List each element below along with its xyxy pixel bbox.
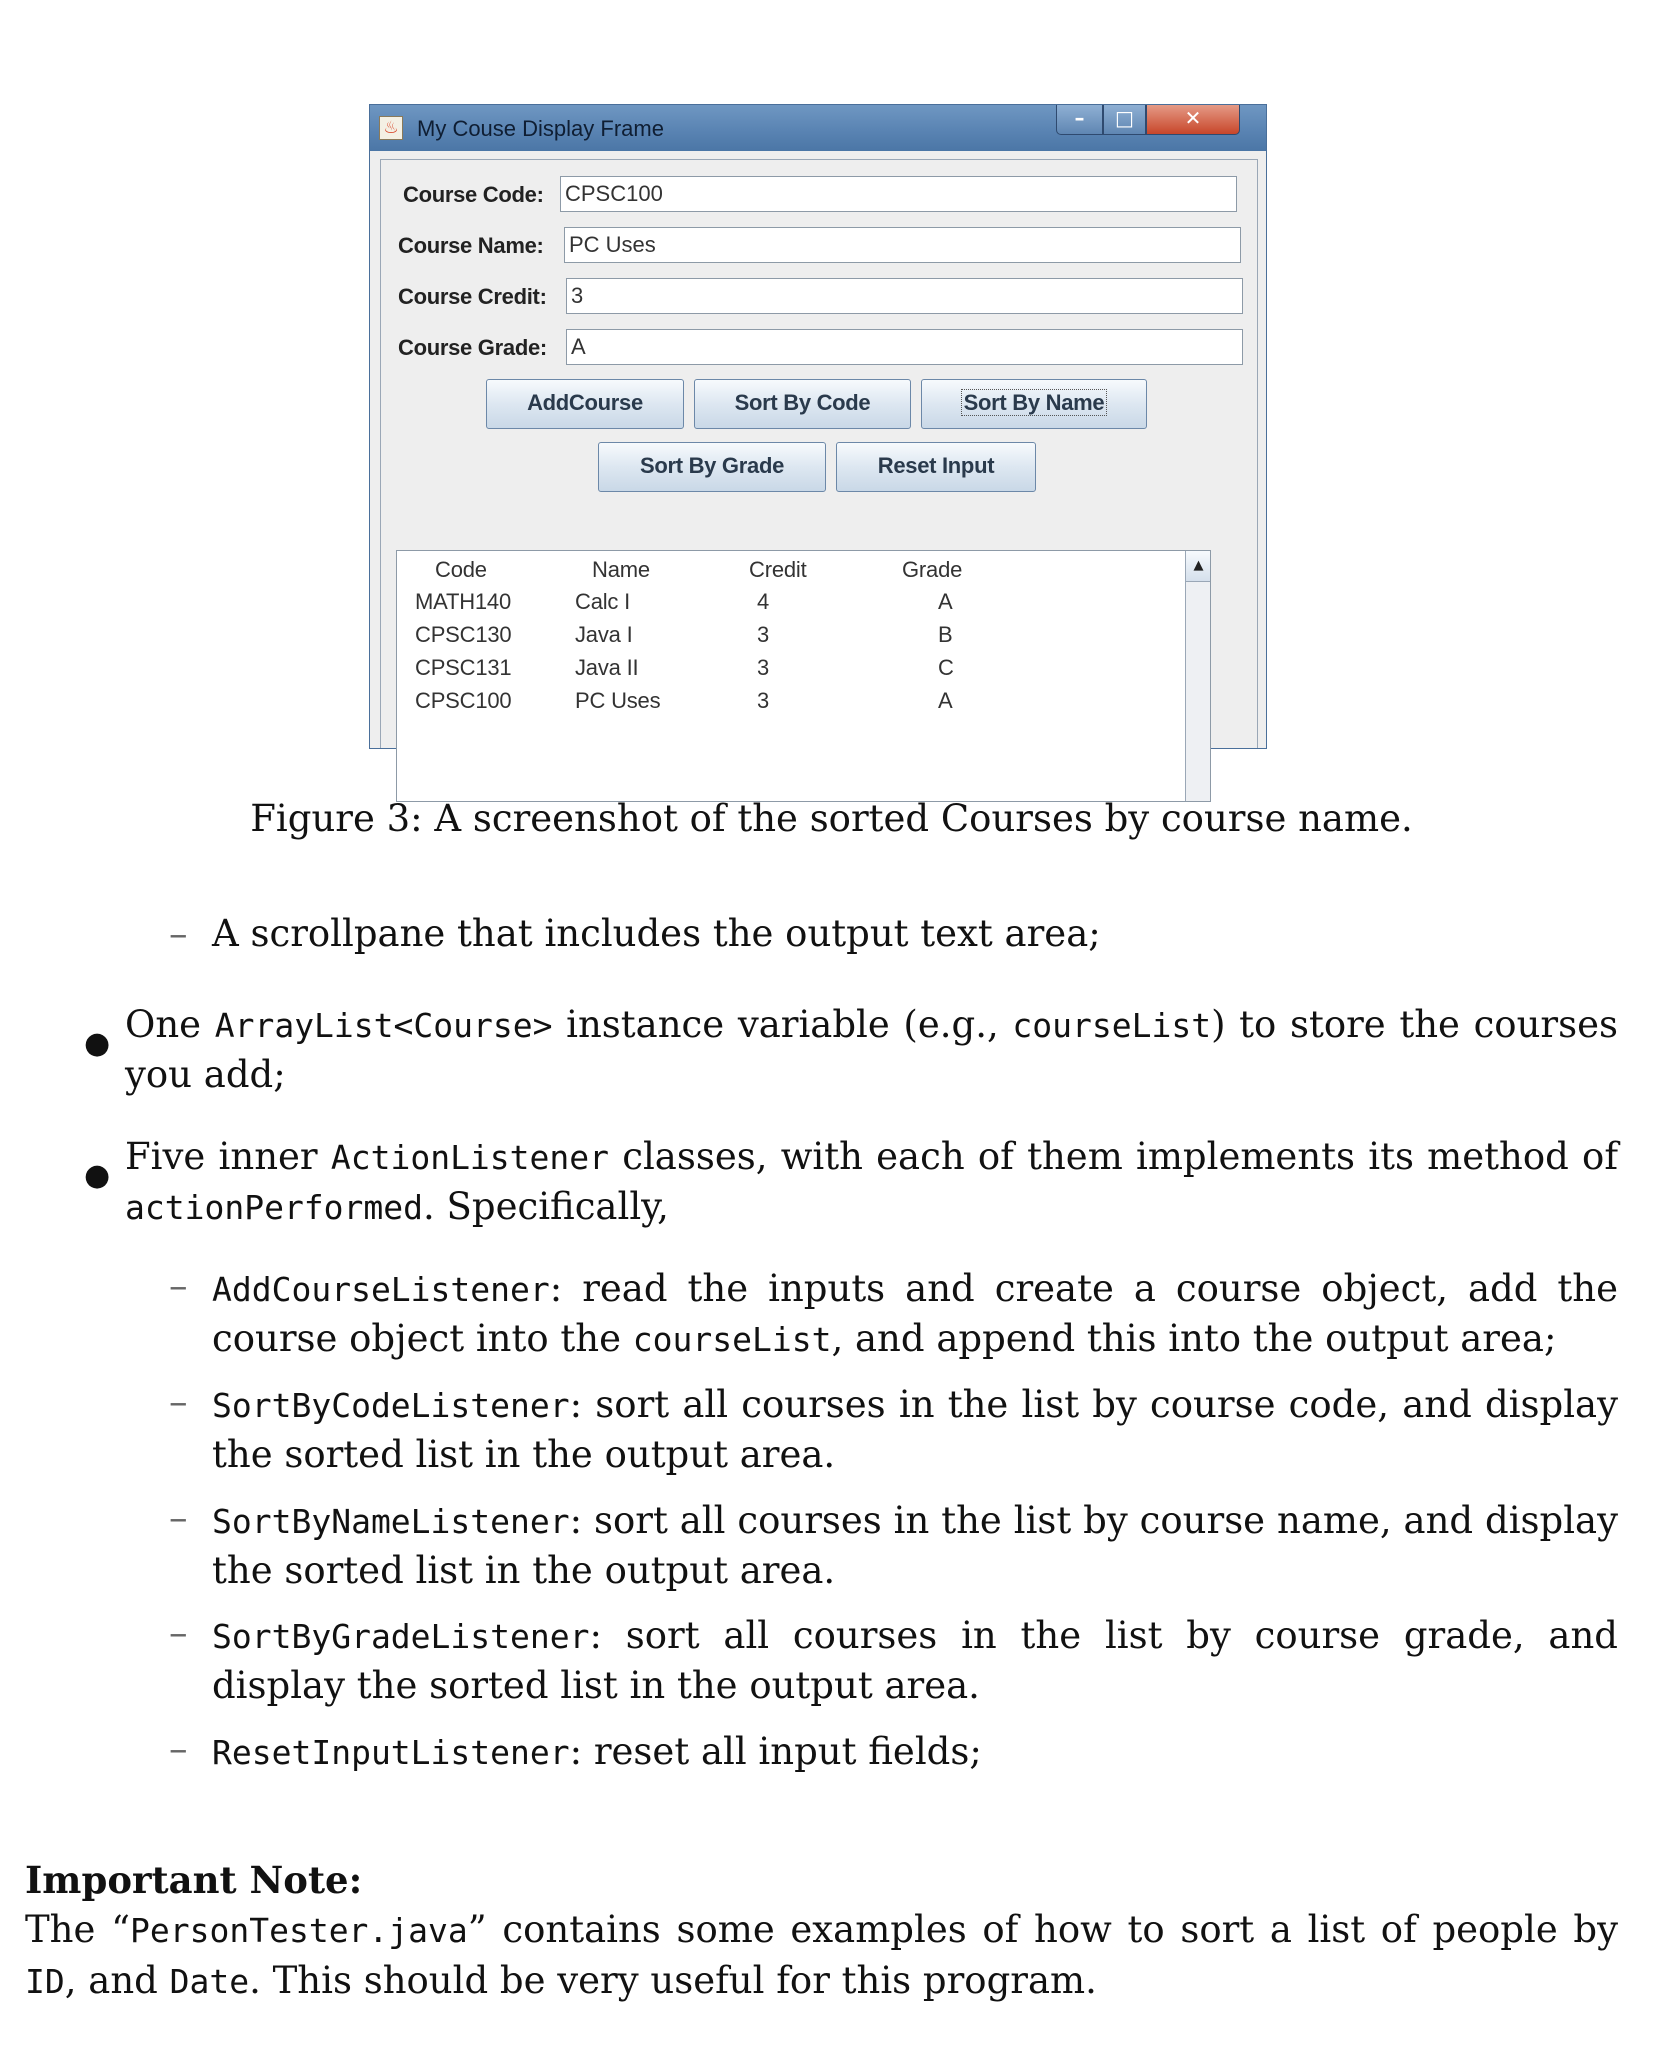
bullet-marker: ● [84, 1158, 111, 1193]
row-grade: A [938, 688, 953, 713]
text-span: : reset all input fields; [569, 1730, 982, 1773]
course-name-label: Course Name: [398, 233, 544, 258]
code-span: SortByNameListener [212, 1502, 570, 1541]
row-grade: C [938, 655, 954, 680]
text-span: . Specifically, [423, 1185, 669, 1228]
sort-by-name-button[interactable] [921, 379, 1147, 429]
header-code: Code [435, 557, 487, 582]
reset-input-button[interactable] [836, 442, 1036, 492]
row-credit: 3 [757, 622, 770, 647]
dash-marker: – [169, 1727, 188, 1770]
code-span: SortByGradeListener [212, 1617, 590, 1656]
text-span: One [125, 1003, 215, 1046]
code-span: courseList [632, 1320, 832, 1359]
text-span: instance variable (e.g., [552, 1003, 1013, 1046]
sort-by-code-button[interactable] [694, 379, 911, 429]
dash-marker: – [169, 1611, 188, 1654]
title-bar[interactable] [370, 105, 1266, 151]
row-name: PC Uses [575, 688, 661, 713]
row-grade: A [938, 589, 953, 614]
minimize-icon: – [1074, 106, 1085, 130]
code-span: PersonTester.java [130, 1911, 468, 1950]
text-span: classes, with each of them implements its method of [609, 1135, 1619, 1178]
row-code: CPSC100 [415, 688, 512, 713]
row-code: CPSC130 [415, 622, 512, 647]
close-icon: ✕ [1184, 106, 1202, 130]
text-span: . This should be very useful for this program. [249, 1959, 1097, 2002]
course-code-label: Course Code: [403, 182, 544, 207]
code-span: actionPerformed [125, 1188, 424, 1227]
dash-marker: – [169, 912, 188, 955]
row-credit: 3 [757, 655, 770, 680]
sort-by-code-button-label: Sort By Code [734, 390, 871, 415]
text-span: : sort all courses in the list by course grade, and display the sorted list in the output area. [212, 1614, 1618, 1707]
important-note-heading: Important Note: [25, 1858, 363, 1902]
minimize-button[interactable] [1056, 105, 1103, 135]
text-span: Five inner [125, 1135, 331, 1178]
sort-by-name-button-label: Sort By Name [961, 389, 1108, 416]
course-name-input[interactable]: PC Uses [564, 227, 1241, 263]
row-code: MATH140 [415, 589, 511, 614]
course-code-input[interactable]: CPSC100 [560, 176, 1237, 212]
scroll-up-button[interactable] [1186, 551, 1211, 582]
paragraph-arraylist [125, 1000, 1618, 1099]
text-span: The “ [25, 1908, 131, 1951]
output-scrollpane[interactable] [396, 550, 1211, 802]
code-span: SortByCodeListener [212, 1386, 570, 1425]
vertical-scrollbar[interactable] [1185, 551, 1211, 802]
figure-caption: Figure 3: A screenshot of the sorted Courses by course name. [250, 797, 1413, 840]
bullet-marker: ● [84, 1026, 111, 1061]
code-span: Date [169, 1962, 250, 2001]
course-display-window [369, 104, 1267, 749]
row-name: Java II [575, 655, 639, 680]
row-grade: B [938, 622, 953, 647]
add-course-button[interactable] [486, 379, 684, 429]
add-course-button-label: AddCourse [527, 390, 643, 415]
code-span: courseList [1012, 1006, 1212, 1045]
header-name: Name [592, 557, 650, 582]
row-name: Calc I [575, 589, 631, 614]
header-credit: Credit [749, 557, 807, 582]
text-span: : sort all courses in the list by course name, and display the sorted list in the output area. [212, 1499, 1618, 1592]
maximize-button[interactable] [1103, 105, 1146, 135]
course-credit-label: Course Credit: [398, 284, 547, 309]
paragraph-actionlistener [125, 1132, 1618, 1232]
row-name: Java I [575, 622, 633, 647]
code-span: ResetInputListener [212, 1733, 570, 1772]
sort-by-grade-listener-item [212, 1611, 1618, 1710]
sort-by-code-listener-item [212, 1380, 1618, 1479]
text-span: , and append this into the output area; [831, 1317, 1557, 1360]
code-span: ActionListener [330, 1138, 610, 1177]
code-span: ID [25, 1962, 65, 2001]
dash-marker: – [169, 1264, 188, 1307]
sort-by-grade-button-label: Sort By Grade [639, 453, 785, 478]
sort-by-grade-button[interactable] [598, 442, 826, 492]
code-span: AddCourseListener [212, 1270, 550, 1309]
text-span: : read the inputs and create a course object, add the course object into the [212, 1267, 1618, 1360]
sort-by-name-listener-item [212, 1496, 1618, 1595]
text-span: : sort all courses in the list by course code, and display the sorted list in the output area. [212, 1383, 1618, 1476]
course-credit-row [381, 278, 1251, 316]
row-code: CPSC131 [415, 655, 512, 680]
reset-input-listener-item [212, 1727, 1618, 1777]
course-credit-input[interactable]: 3 [566, 278, 1243, 314]
row-credit: 3 [757, 688, 770, 713]
close-button[interactable] [1146, 105, 1240, 135]
text-span: ” contains some examples of how to sort a list of people by [467, 1908, 1618, 1951]
maximize-icon: □ [1115, 106, 1134, 130]
window-title: My Couse Display Frame [417, 116, 664, 141]
arrow-up-icon: ▲ [1193, 558, 1204, 573]
row-credit: 4 [757, 589, 770, 614]
add-course-listener-item [212, 1264, 1618, 1364]
reset-input-button-label: Reset Input [877, 453, 995, 478]
course-name-row [381, 227, 1251, 265]
dash-marker: – [169, 1496, 188, 1539]
text-span: ) to store the courses you add; [125, 1003, 1618, 1096]
header-grade: Grade [902, 557, 963, 582]
important-note-body [25, 1905, 1618, 2007]
dash-marker: – [169, 1380, 188, 1423]
code-span: ArrayList<Course> [214, 1006, 553, 1045]
java-app-icon: ♨ [379, 116, 403, 140]
course-code-row [381, 176, 1251, 214]
text-span: , and [64, 1959, 170, 2002]
course-grade-row [381, 329, 1251, 367]
course-grade-label: Course Grade: [398, 335, 547, 360]
scrollpane-item-text: A scrollpane that includes the output text area; [212, 912, 1101, 955]
course-grade-input[interactable]: A [566, 329, 1243, 365]
list-item [169, 912, 1101, 955]
